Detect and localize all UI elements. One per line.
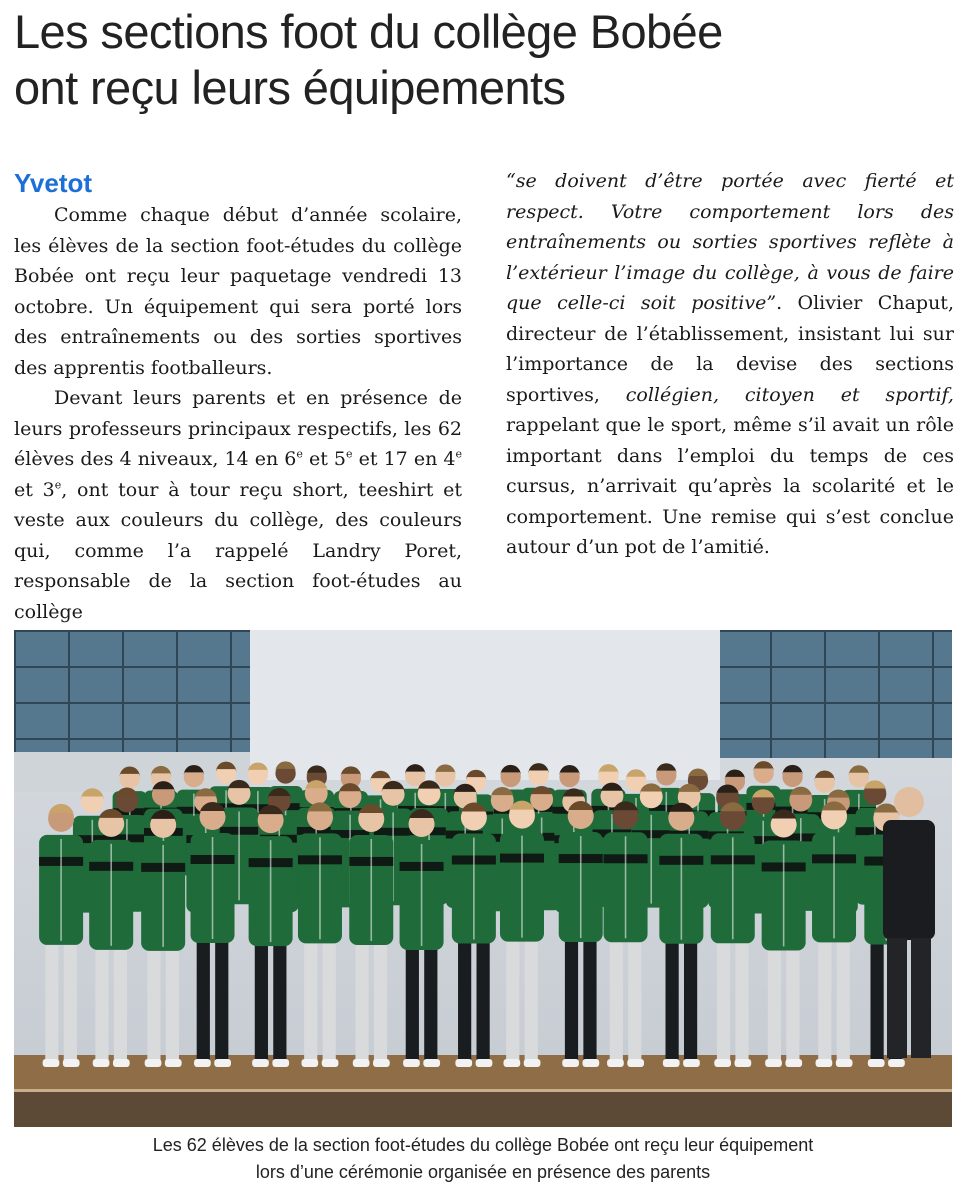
student-shoe bbox=[145, 1059, 162, 1067]
student-shoe bbox=[252, 1059, 269, 1067]
student-leg bbox=[583, 938, 596, 1063]
dateline: Yvetot bbox=[14, 168, 93, 198]
student-shoe bbox=[194, 1059, 211, 1067]
student-leg bbox=[610, 938, 623, 1063]
adult-leg bbox=[911, 938, 931, 1058]
group-photo bbox=[14, 630, 952, 1127]
caption-line-2: lors d’une cérémonie organisée en présence des parents bbox=[255, 1162, 711, 1182]
paragraph-1: Comme chaque début d’année scolaire, les élèves de la section foot-études du collège Bobée ont reçu leur paquetage vendredi 13 octobre. Un équipement qui sera porté lors des entraînements ou des sorties sportives des apprentis footballeurs. bbox=[14, 204, 462, 379]
jacket-zip bbox=[650, 815, 652, 904]
student-leg bbox=[255, 942, 268, 1063]
student-shoe bbox=[43, 1059, 60, 1067]
p2-sup-3: e bbox=[455, 447, 462, 461]
student-shoe bbox=[353, 1059, 370, 1067]
student-leg bbox=[837, 938, 850, 1063]
p2-sup-1: e bbox=[296, 447, 303, 461]
article-body bbox=[14, 166, 954, 627]
p2-sup-2: e bbox=[346, 447, 353, 461]
adult-head bbox=[894, 787, 924, 817]
student-leg bbox=[197, 939, 210, 1063]
student-leg bbox=[458, 940, 471, 1063]
student-leg bbox=[477, 940, 490, 1063]
p2-text-e: , ont tour à tour reçu short, teeshirt et veste aux couleurs du collège, des couleurs qui, comme l’a rappelé Landry Poret, responsable de la section foot-études au collège bbox=[14, 478, 462, 623]
student-leg bbox=[114, 946, 127, 1063]
stage-front bbox=[14, 1090, 952, 1127]
student-shoe bbox=[301, 1059, 318, 1067]
student-leg bbox=[45, 941, 58, 1063]
student-leg bbox=[666, 940, 679, 1063]
headline-line-2: ont reçu leurs équipements bbox=[14, 61, 566, 114]
jacket-zip bbox=[732, 837, 734, 939]
student-leg bbox=[565, 938, 578, 1063]
p2-text-f: . Olivier Chaput, directeur de l’établissement, insistant lui sur l’importance de la devise des sections sportives, bbox=[506, 292, 954, 406]
student-shoe bbox=[455, 1059, 472, 1067]
student-leg bbox=[406, 946, 419, 1063]
student-leg bbox=[786, 946, 799, 1063]
paragraph-2-end bbox=[506, 166, 954, 563]
headline bbox=[14, 4, 954, 116]
student-shoe bbox=[785, 1059, 802, 1067]
adult-shirt bbox=[883, 820, 935, 940]
jacket-zip bbox=[270, 840, 272, 942]
jacket-zip bbox=[783, 844, 785, 946]
photo-caption bbox=[14, 1132, 952, 1186]
student-shoe bbox=[165, 1059, 182, 1067]
student-leg bbox=[818, 938, 831, 1063]
jacket-zip bbox=[681, 838, 683, 940]
p2-text-c: et 17 en 4 bbox=[352, 448, 456, 470]
student-shoe bbox=[765, 1059, 782, 1067]
window-right bbox=[720, 630, 952, 758]
student-leg bbox=[374, 941, 387, 1063]
motto: collégien, citoyen et sportif, bbox=[625, 383, 954, 406]
jacket-zip bbox=[238, 811, 240, 900]
student-leg bbox=[525, 938, 538, 1063]
p2-text-a: Devant leurs parents et en présence de leurs professeurs principaux respectifs, les 62 élèves des 4 niveaux, 14 en 6 bbox=[14, 387, 462, 470]
column-right bbox=[506, 166, 954, 627]
student-leg bbox=[304, 939, 317, 1063]
student-leg bbox=[735, 939, 748, 1063]
student-shoe bbox=[714, 1059, 731, 1067]
jacket-zip bbox=[580, 836, 582, 938]
student-leg bbox=[424, 946, 437, 1063]
jacket-zip bbox=[110, 844, 112, 946]
student-shoe bbox=[663, 1059, 680, 1067]
student-shoe bbox=[735, 1059, 752, 1067]
student-leg bbox=[215, 939, 228, 1063]
student-leg bbox=[147, 947, 160, 1063]
quote: “se doivent d’être portée avec fierté et respect. Votre comportement lors des entraînements ou sorties sportives reflète à l’extérieur l’image du collège, à vous de faire que celle-ci soit positive” bbox=[506, 170, 954, 314]
student-shoe bbox=[836, 1059, 853, 1067]
jacket-zip bbox=[473, 838, 475, 940]
student-leg bbox=[323, 939, 336, 1063]
student-shoe bbox=[504, 1059, 521, 1067]
adult-leg bbox=[887, 938, 907, 1058]
student-shoe bbox=[373, 1059, 390, 1067]
student-shoe bbox=[607, 1059, 624, 1067]
column-left bbox=[14, 166, 462, 627]
student-leg bbox=[768, 946, 781, 1063]
caption-line-1: Les 62 élèves de la section foot-études du collège Bobée ont reçu leur équipement bbox=[152, 1135, 814, 1155]
student-leg bbox=[273, 942, 286, 1063]
student-shoe bbox=[868, 1059, 885, 1067]
student-leg bbox=[506, 938, 519, 1063]
student-shoe bbox=[582, 1059, 599, 1067]
jacket-zip bbox=[833, 836, 835, 938]
student-shoe bbox=[476, 1059, 493, 1067]
student-leg bbox=[628, 938, 641, 1063]
p2-text-g: rappelant que le sport, même s’il avait un rôle important dans l’emploi du temps de ces cursus, n’arrivait qu’après la scolarité et le comportement. Une remise qui s’est conclue autour d’un pot de l’amitié. bbox=[506, 414, 954, 558]
jacket-zip bbox=[319, 837, 321, 939]
white-panel bbox=[250, 630, 720, 780]
student-shoe bbox=[63, 1059, 80, 1067]
p2-text-b: et 5 bbox=[302, 448, 347, 470]
student-leg bbox=[95, 946, 108, 1063]
student-shoe bbox=[272, 1059, 289, 1067]
student-shoe bbox=[423, 1059, 440, 1067]
student-shoe bbox=[683, 1059, 700, 1067]
student-leg bbox=[717, 939, 730, 1063]
jacket-zip bbox=[60, 839, 62, 941]
student-shoe bbox=[214, 1059, 231, 1067]
student-leg bbox=[684, 940, 697, 1063]
student-shoe bbox=[888, 1059, 905, 1067]
jacket-zip bbox=[162, 845, 164, 947]
paragraph-2-start bbox=[14, 383, 462, 627]
jacket-zip bbox=[521, 836, 523, 938]
student-shoe bbox=[816, 1059, 833, 1067]
student-shoe bbox=[524, 1059, 541, 1067]
p2-text-d: et 3 bbox=[14, 478, 55, 501]
student-shoe bbox=[113, 1059, 130, 1067]
window-left bbox=[14, 630, 250, 752]
jacket-zip bbox=[625, 836, 627, 938]
student-leg bbox=[870, 941, 883, 1063]
student-leg bbox=[355, 941, 368, 1063]
jacket-zip bbox=[212, 837, 214, 939]
jacket-zip bbox=[421, 844, 423, 946]
group-photo-illustration bbox=[14, 630, 952, 1127]
student-shoe bbox=[93, 1059, 110, 1067]
student-shoe bbox=[562, 1059, 579, 1067]
jacket-zip bbox=[370, 839, 372, 941]
student-leg bbox=[166, 947, 179, 1063]
student-shoe bbox=[403, 1059, 420, 1067]
p2-sup-4: e bbox=[54, 478, 62, 492]
student-leg bbox=[64, 941, 77, 1063]
student-shoe bbox=[627, 1059, 644, 1067]
student-shoe bbox=[322, 1059, 339, 1067]
headline-line-1: Les sections foot du collège Bobée bbox=[14, 5, 723, 58]
